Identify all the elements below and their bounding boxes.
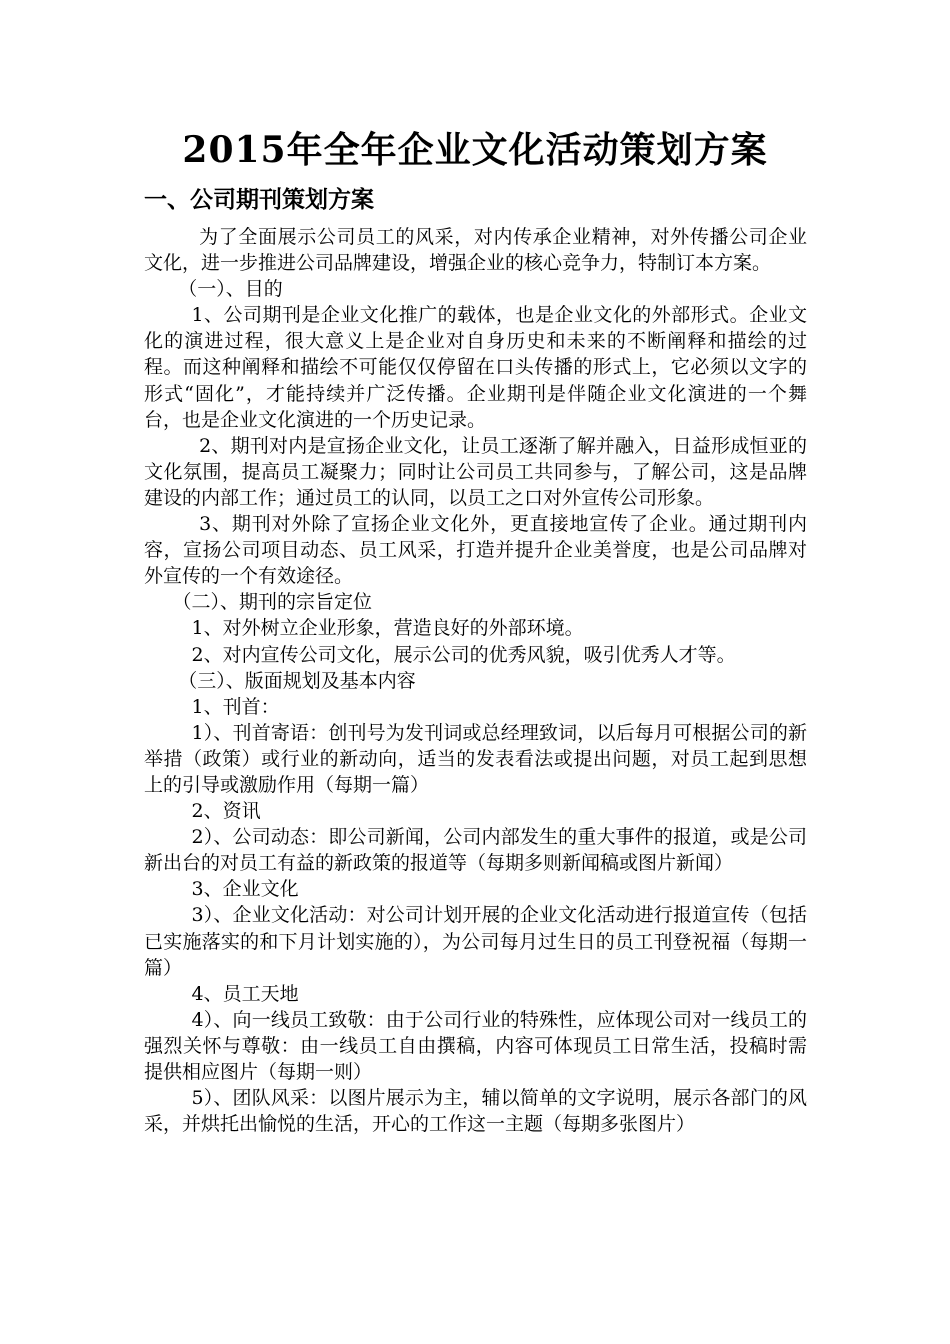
paragraph: 1、对外树立企业形象，营造良好的外部环境。 bbox=[191, 617, 584, 640]
paragraph: 2、资讯 bbox=[191, 800, 261, 823]
paragraph: 1、公司期刊是企业文化推广的载体，也是企业文化的外部形式。企业文化的演进过程，很大意义上是企业对自身历史和未来的不断阐释和描绘的过程。而这种阐释和描绘不可能仅仅停留在口头传播的形式上，它必须以文字的形式“固化”，才能持续并广泛传播。企业期刊是伴随企业文化演进的一个舞台，也是企业文化演进的一个历史记录。 bbox=[144, 304, 807, 431]
subheading-positioning: （二）、期刊的宗旨定位 bbox=[172, 591, 373, 614]
paragraph: 4）、向一线员工致敬：由于公司行业的特殊性，应体现公司对一线员工的强烈关怀与尊敬：由一线员工自由撰稿，内容可体现员工日常生活，投稿时需提供相应图片（每期一则） bbox=[144, 1008, 807, 1083]
paragraph: 2）、公司动态：即公司新闻，公司内部发生的重大事件的报道，或是公司新出台的对员工有益的新政策的报道等（每期多则新闻稿或图片新闻） bbox=[144, 826, 807, 875]
paragraph: 4、员工天地 bbox=[191, 982, 299, 1005]
subheading-layout: （三）、版面规划及基本内容 bbox=[178, 669, 416, 692]
paragraph: 3、企业文化 bbox=[191, 878, 299, 901]
paragraph: 3、期刊对外除了宣扬企业文化外，更直接地宣传了企业。通过期刊内容，宣扬公司项目动态、员工风采，打造并提升企业美誉度，也是公司品牌对外宣传的一个有效途径。 bbox=[144, 513, 807, 588]
intro-paragraph: 为了全面展示公司员工的风采，对内传承企业精神，对外传播公司企业文化，进一步推进公司品牌建设，增强企业的核心竞争力，特制订本方案。 bbox=[144, 226, 807, 275]
paragraph: 5）、团队风采：以图片展示为主，辅以简单的文字说明，展示各部门的风采，并烘托出愉悦的生活，开心的工作这一主题（每期多张图片） bbox=[144, 1087, 807, 1136]
section-body bbox=[144, 224, 807, 1137]
paragraph: 2、对内宣传公司文化，展示公司的优秀风貌，吸引优秀人才等。 bbox=[191, 643, 736, 666]
paragraph: 1）、刊首寄语：创刊号为发刊词或总经理致词，以后每月可根据公司的新举措（政策）或行业的新动向，适当的发表看法或提出问题，对员工起到思想上的引导或激励作用（每期一篇） bbox=[144, 721, 807, 796]
section-heading: 一、公司期刊策划方案 bbox=[144, 187, 374, 213]
paragraph: 3）、企业文化活动：对公司计划开展的企业文化活动进行报道宣传（包括已实施落实的和下月计划实施的），为公司每月过生日的员工刊登祝福（每期一篇） bbox=[144, 904, 807, 979]
subheading-purpose: （一）、目的 bbox=[178, 278, 283, 301]
paragraph: 1、刊首： bbox=[191, 695, 280, 718]
paragraph: 2、期刊对内是宣扬企业文化，让员工逐渐了解并融入，日益形成恒亚的文化氛围，提高员工凝聚力；同时让公司员工共同参与，了解公司，这是品牌建设的内部工作；通过员工的认同，以员工之口对外宣传公司形象。 bbox=[144, 434, 807, 509]
document-title: 2015年全年企业文化活动策划方案 bbox=[182, 129, 768, 171]
